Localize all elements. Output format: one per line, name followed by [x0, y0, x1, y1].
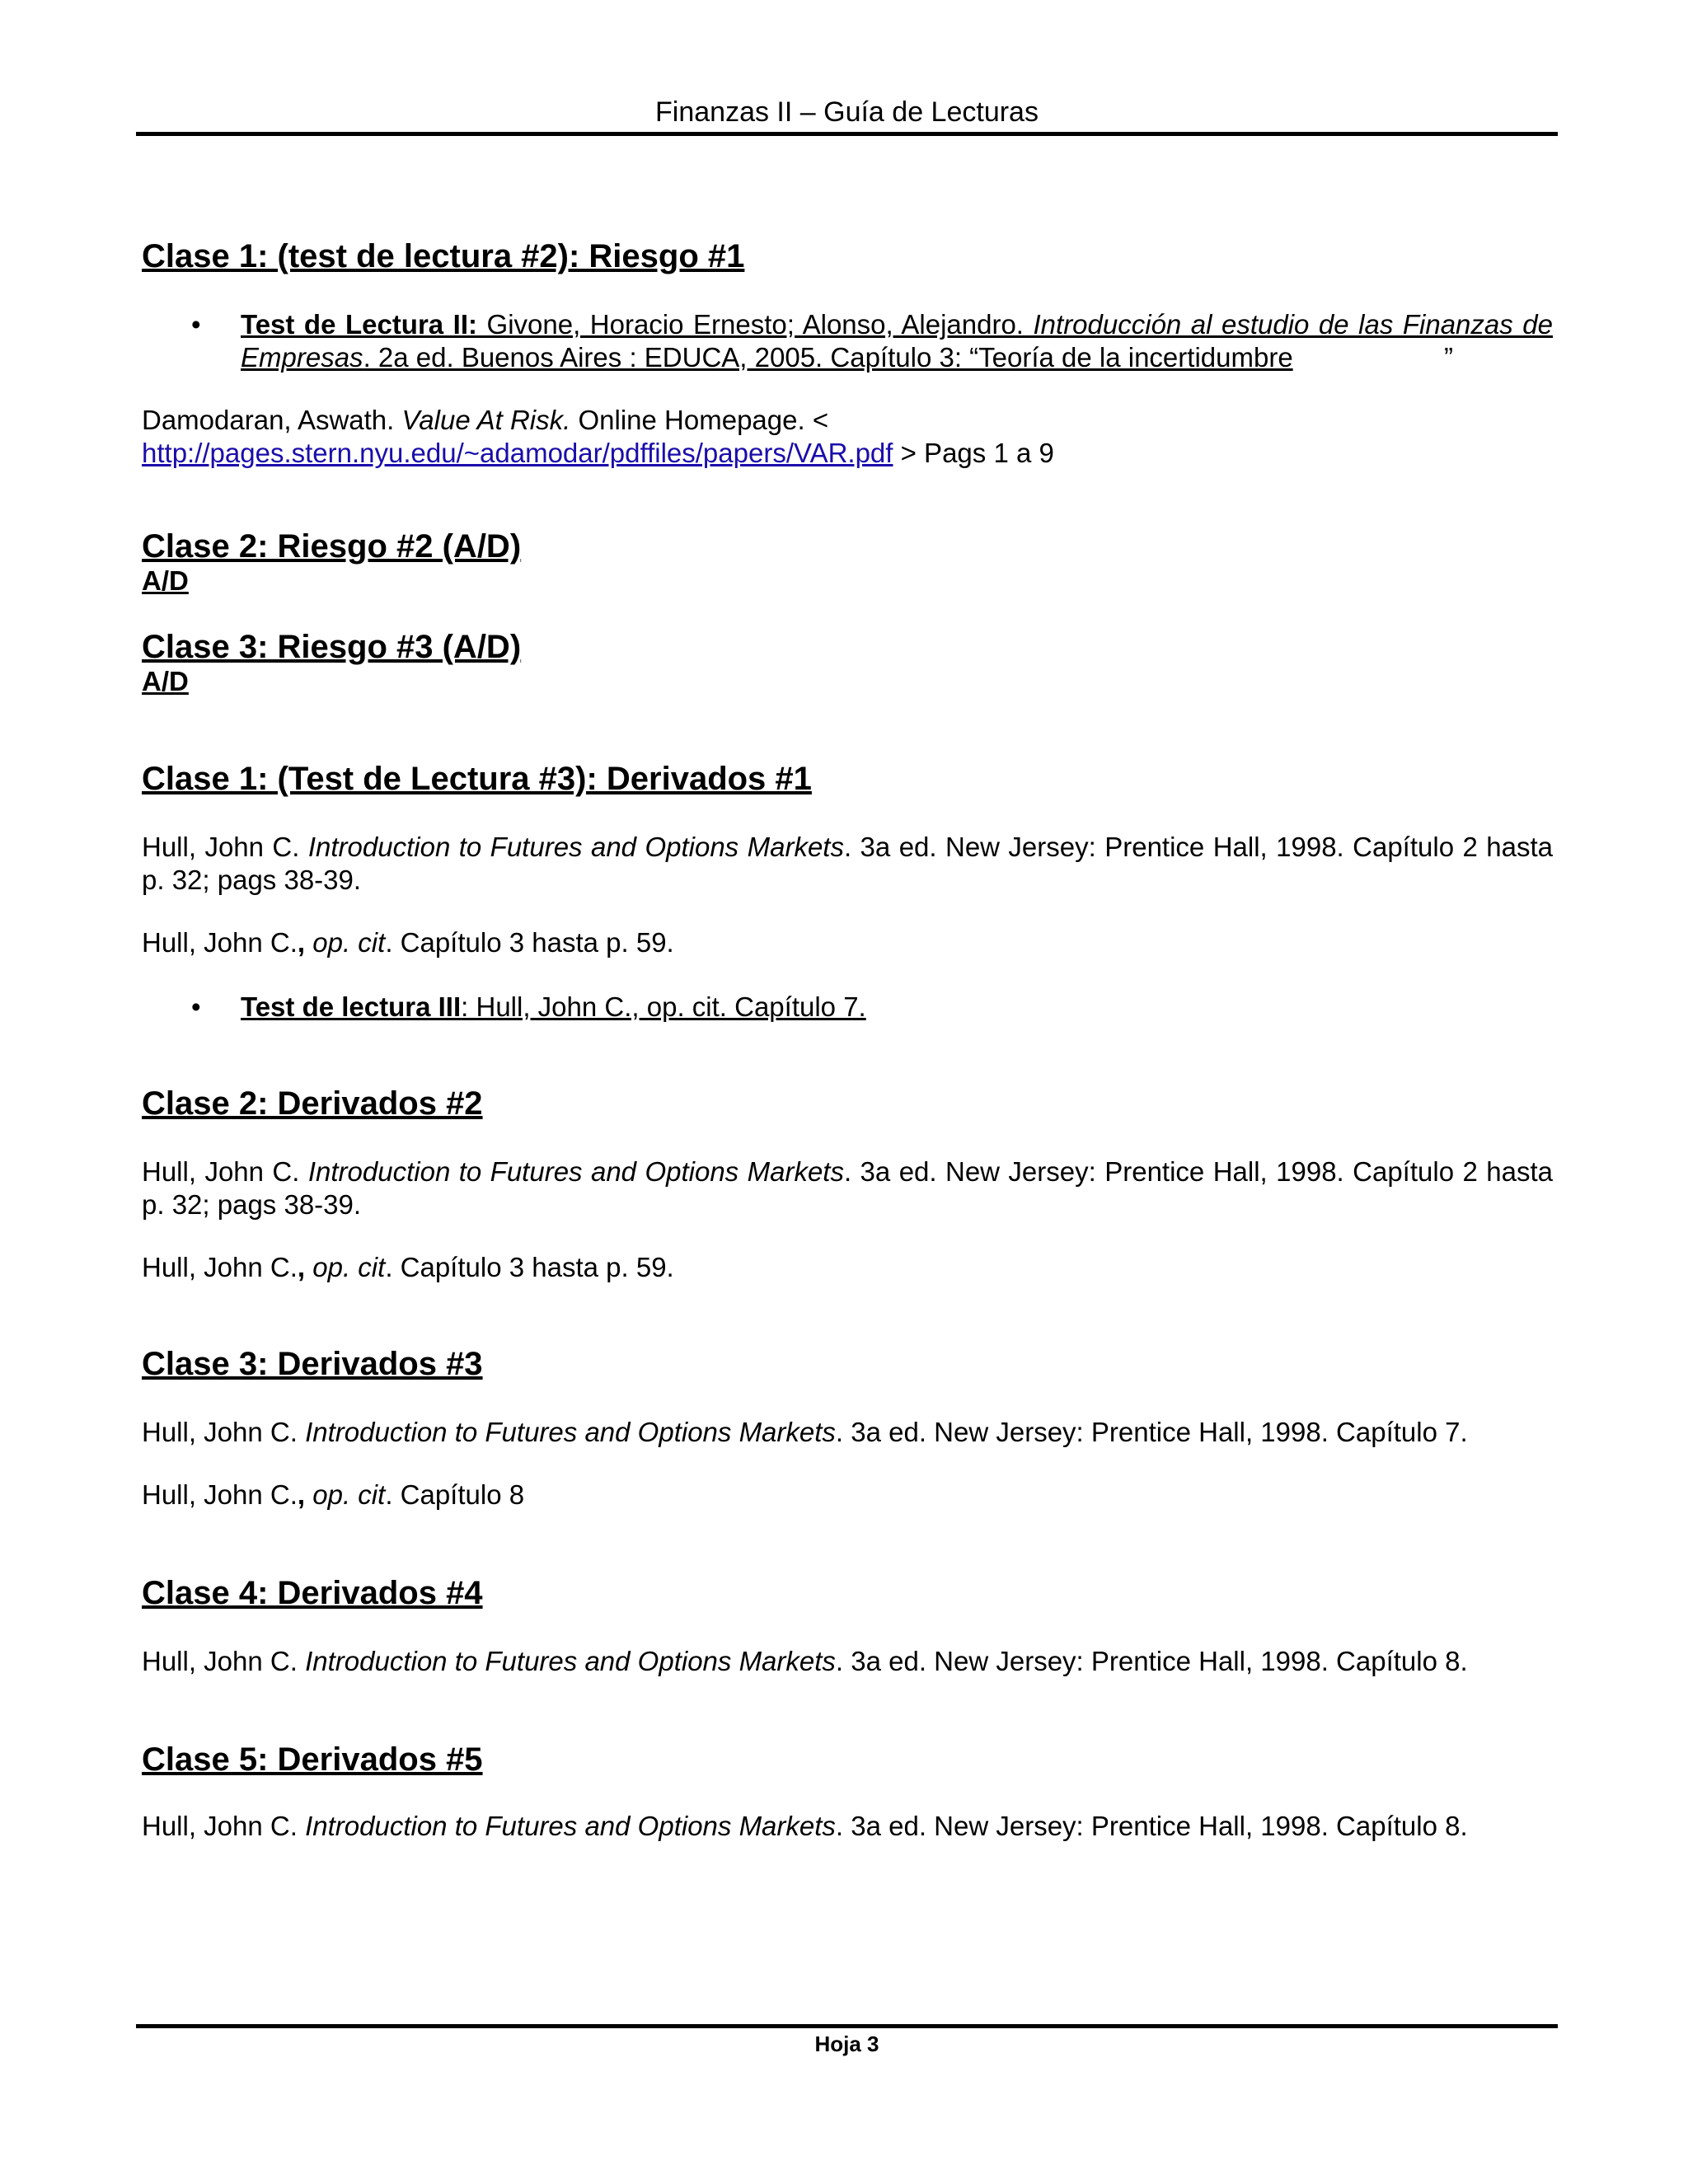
section-subheading-ad: A/D: [142, 666, 189, 696]
page-number: Hoja 3: [814, 2032, 879, 2056]
section-subheading-ad: A/D: [142, 565, 189, 596]
ref-comma: ,: [297, 1479, 313, 1510]
ref-title: Introduction to Futures and Options Markets: [305, 1811, 836, 1841]
ref-author: Hull, John C.: [142, 1417, 306, 1447]
page-header-title: Finanzas II – Guía de Lecturas: [655, 96, 1039, 128]
reference-hull-2: [142, 1251, 1553, 1284]
ref-url-link[interactable]: http://pages.stern.nyu.edu/~adamodar/pdffiles/papers/VAR.pdf: [142, 438, 893, 468]
ref-title: Introduction to Futures and Options Markets: [307, 832, 844, 862]
ref-author: Hull, John C.: [142, 1479, 298, 1510]
bullet-rest: : Hull, John C., op. cit. Capítulo 7.: [461, 991, 866, 1022]
ref-rest: . Capítulo 8: [385, 1479, 525, 1510]
ref-comma: ,: [297, 1252, 313, 1282]
ref-mid: Online Homepage. <: [570, 405, 829, 435]
reference-hull-1: [142, 1155, 1553, 1221]
ref-rest: . Capítulo 3 hasta p. 59.: [385, 927, 674, 958]
section-heading-clase-1-derivados: Clase 1: (Test de Lectura #3): Derivados #1: [142, 761, 812, 797]
ref-author: Hull, John C.: [142, 832, 308, 862]
section-heading-clase-2-riesgo: Clase 2: Riesgo #2 (A/D): [142, 528, 522, 565]
section-heading-clase-3-riesgo: Clase 3: Riesgo #3 (A/D): [142, 629, 522, 665]
reference-hull-1: [142, 1810, 1553, 1843]
ref-author: Hull, John C.: [142, 1252, 298, 1282]
ref-author: Hull, John C.: [142, 1156, 308, 1187]
reference-hull-2: [142, 1479, 1553, 1511]
ref-title: Introduction to Futures and Options Markets: [305, 1646, 836, 1676]
section-heading-clase-1-riesgo: Clase 1: (test de lectura #2): Riesgo #1: [142, 238, 745, 274]
bullet-authors: Givone, Horacio Ernesto; Alonso, Alejandro.: [477, 309, 1034, 340]
ref-title: Value At Risk.: [401, 405, 571, 435]
ref-author: Damodaran, Aswath.: [142, 405, 402, 435]
bullet-close-quote: ”: [1444, 342, 1453, 373]
section-heading-clase-5-derivados: Clase 5: Derivados #5: [142, 1741, 483, 1778]
reference-hull-1: [142, 1416, 1553, 1449]
footer-rule: [136, 2024, 1558, 2028]
ref-comma: ,: [297, 927, 313, 958]
section-heading-clase-3-derivados: Clase 3: Derivados #3: [142, 1346, 483, 1382]
bullet-edition: . 2a ed. Buenos Aires : EDUCA, 2005. Capítulo 3: “Teoría de la incertidumbre: [363, 342, 1293, 373]
ref-title: Introduction to Futures and Options Markets: [307, 1156, 844, 1187]
bullet-reading-test-2: [241, 308, 1553, 374]
bullet-reading-test-3: [241, 991, 1553, 1024]
bullet-book-title: Introducción al estudio de las Finanzas de Empresas: [241, 309, 1553, 373]
bullet-label: Test de lectura III: [241, 991, 462, 1022]
ref-rest: . Capítulo 3 hasta p. 59.: [385, 1252, 674, 1282]
bullet-label: Test de Lectura II:: [241, 309, 478, 340]
reference-hull-2: [142, 926, 1553, 959]
ref-rest: . 3a ed. New Jersey: Prentice Hall, 1998. Capítulo 2 hasta p. 32; pags 38-39.: [142, 832, 1553, 895]
ref-author: Hull, John C.: [142, 927, 298, 958]
ref-title: Introduction to Futures and Options Markets: [305, 1417, 836, 1447]
ref-rest: . 3a ed. New Jersey: Prentice Hall, 1998. Capítulo 8.: [835, 1811, 1468, 1841]
bullet-icon: •: [191, 309, 201, 340]
ref-pages: > Pags 1 a 9: [893, 438, 1054, 468]
section-heading-clase-4-derivados: Clase 4: Derivados #4: [142, 1575, 483, 1611]
ref-author: Hull, John C.: [142, 1811, 306, 1841]
section-heading-clase-2-derivados: Clase 2: Derivados #2: [142, 1085, 483, 1122]
ref-opcit: op. cit: [312, 927, 386, 958]
ref-rest: . 3a ed. New Jersey: Prentice Hall, 1998. Capítulo 7.: [835, 1417, 1468, 1447]
bullet-icon: •: [191, 991, 201, 1022]
ref-author: Hull, John C.: [142, 1646, 306, 1676]
ref-opcit: op. cit: [312, 1479, 386, 1510]
ref-rest: . 3a ed. New Jersey: Prentice Hall, 1998. Capítulo 2 hasta p. 32; pags 38-39.: [142, 1156, 1553, 1220]
header-rule: [136, 132, 1558, 136]
reference-hull-1: [142, 831, 1553, 897]
ref-opcit: op. cit: [312, 1252, 386, 1282]
reference-damodaran: [142, 404, 1553, 470]
reference-hull-1: [142, 1645, 1553, 1678]
ref-rest: . 3a ed. New Jersey: Prentice Hall, 1998. Capítulo 8.: [835, 1646, 1468, 1676]
